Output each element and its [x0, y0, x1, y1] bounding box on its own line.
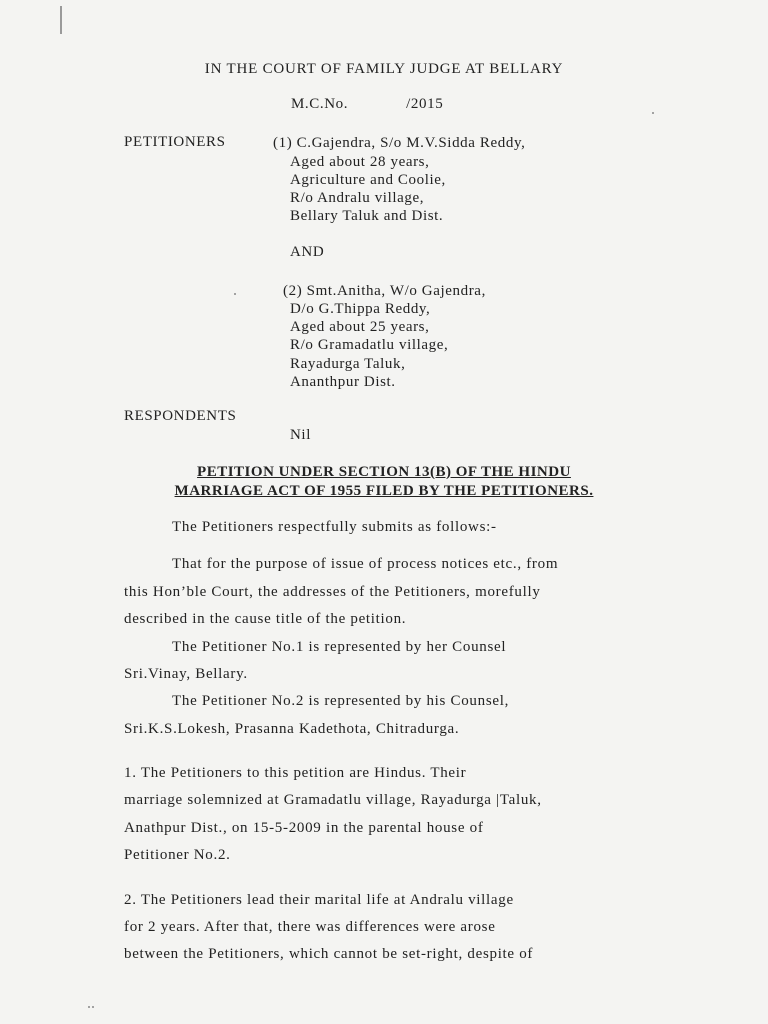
- petitioner2-line: R/o Gramadatlu village,: [290, 337, 449, 353]
- point2-line: for 2 years. After that, there was differences were arose: [124, 919, 496, 935]
- petitioner2-line: D/o G.Thippa Reddy,: [290, 301, 431, 317]
- case-number-year: /2015: [406, 96, 444, 112]
- scan-speck: [92, 1006, 94, 1008]
- intro-line: The Petitioners respectfully submits as follows:-: [172, 519, 497, 535]
- petitioner1-line: R/o Andralu village,: [290, 190, 425, 206]
- petitioner1-line: Aged about 28 years,: [290, 154, 430, 170]
- point2-line: 2. The Petitioners lead their marital life at Andralu village: [124, 892, 514, 908]
- scan-speck: [652, 112, 654, 114]
- counsel1-line: The Petitioner No.1 is represented by her Counsel: [172, 639, 507, 655]
- counsel2-line: Sri.K.S.Lokesh, Prasanna Kadethota, Chitradurga.: [124, 721, 460, 737]
- respondents-label: RESPONDENTS: [124, 408, 237, 424]
- para1-line: That for the purpose of issue of process notices etc., from: [172, 556, 559, 572]
- respondents-value: Nil: [290, 427, 311, 443]
- petitioner2-line: Ananthpur Dist.: [290, 374, 396, 390]
- case-number: [291, 96, 443, 113]
- and-label: AND: [290, 244, 325, 260]
- para1-line: this Hon’ble Court, the addresses of the Petitioners, morefully: [124, 584, 541, 600]
- case-number-label: M.C.No.: [291, 96, 349, 112]
- petitioner2-line: Aged about 25 years,: [290, 319, 430, 335]
- point1-line: Anathpur Dist., on 15-5-2009 in the parental house of: [124, 820, 484, 836]
- petition-heading-line: PETITION UNDER SECTION 13(B) OF THE HINDU: [197, 464, 571, 480]
- point1-line: marriage solemnized at Gramadatlu village, Rayadurga |Taluk,: [124, 792, 542, 808]
- margin-mark: [60, 6, 62, 34]
- petitioner1-line: Agriculture and Coolie,: [290, 172, 446, 188]
- petitioners-label: PETITIONERS: [124, 134, 226, 150]
- point2-line: between the Petitioners, which cannot be set-right, despite of: [124, 946, 534, 962]
- scan-speck: [88, 1006, 90, 1008]
- court-title: IN THE COURT OF FAMILY JUDGE AT BELLARY: [204, 61, 564, 77]
- counsel1-line: Sri.Vinay, Bellary.: [124, 666, 248, 682]
- petitioner2-line: (2) Smt.Anitha, W/o Gajendra,: [283, 283, 486, 299]
- petitioner1-line: Bellary Taluk and Dist.: [290, 208, 444, 224]
- scan-speck: [234, 293, 236, 295]
- counsel2-line: The Petitioner No.2 is represented by his Counsel,: [172, 693, 510, 709]
- petition-heading-line: MARRIAGE ACT OF 1955 FILED BY THE PETITIONERS.: [174, 483, 594, 499]
- petitioner2-line: Rayadurga Taluk,: [290, 356, 406, 372]
- point1-line: Petitioner No.2.: [124, 847, 231, 863]
- point1-line: 1. The Petitioners to this petition are Hindus. Their: [124, 765, 467, 781]
- petitioner1-line: (1) C.Gajendra, S/o M.V.Sidda Reddy,: [273, 135, 526, 151]
- para1-line: described in the cause title of the petition.: [124, 611, 407, 627]
